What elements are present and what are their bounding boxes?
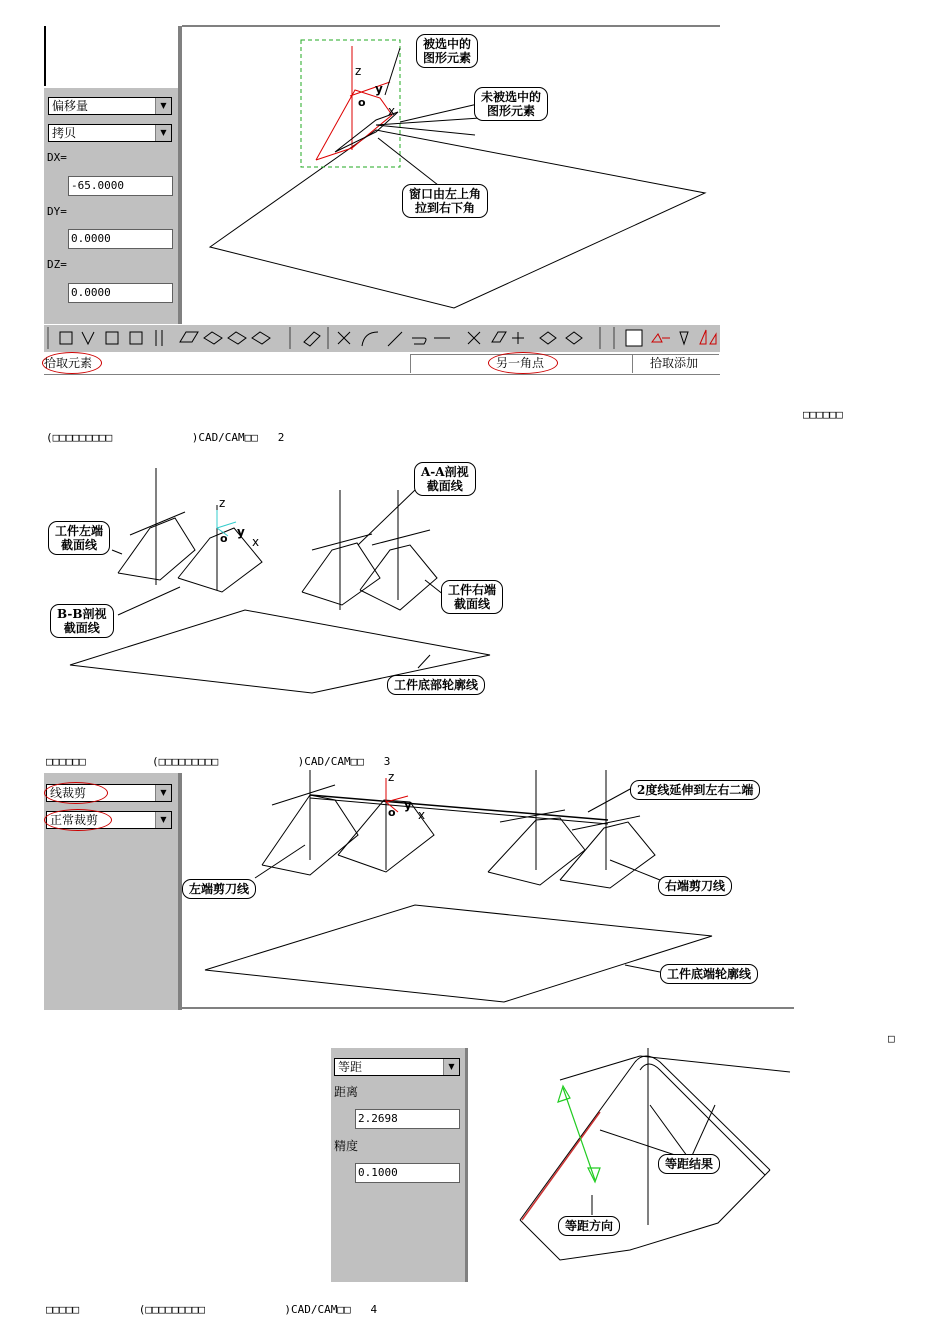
callout-selected: 被选中的 图形元素 [416, 34, 478, 68]
offset-direction-line [522, 1112, 600, 1220]
callout-left-end: 工件左端 截面线 [48, 521, 110, 555]
scissors-icon[interactable] [338, 332, 350, 344]
tool-icon-19[interactable] [540, 332, 556, 344]
callout-aa-section: A-A剖视 截面线 [414, 462, 476, 496]
axis-y-label: y [375, 82, 383, 96]
eraser-icon[interactable] [304, 332, 320, 346]
tool-icon-16[interactable] [468, 332, 480, 344]
callout-extend: 2度线延伸到左右二端 [630, 780, 760, 800]
tool-icon-1[interactable] [60, 332, 72, 344]
callout-bb-section: B-B剖视 截面线 [50, 604, 114, 638]
equidistant-mode-value: 等距 [338, 1060, 363, 1074]
caption-3: □□□□□□ (□□□□□□□□□ )CAD/CAM□□ 3 [46, 755, 391, 768]
caption-4: □□□□□ (□□□□□□□□□ )CAD/CAM□□ 4 [46, 1303, 378, 1316]
dx-label: DX= [47, 151, 67, 164]
dy-label: DY= [47, 205, 67, 218]
callout-bottom-outline: 工件底部轮廓线 [387, 675, 485, 695]
callout-bottom-end: 工件底端轮廓线 [660, 964, 758, 984]
tool-icon-23[interactable] [680, 332, 688, 344]
callout-left-cut: 左端剪刀线 [182, 879, 256, 899]
caption-small-right: □ [888, 1032, 895, 1045]
status-left-circle [42, 352, 102, 374]
trim-mode-value: 线裁剪 [50, 786, 87, 800]
tool-icon-13[interactable] [388, 332, 402, 346]
axis-o-label: o [358, 96, 366, 109]
tool-icon-24[interactable] [700, 330, 716, 344]
tool-icon-7[interactable] [204, 332, 222, 344]
chevron-down-icon[interactable]: ▼ [155, 785, 171, 801]
fig3-axis-x: x [418, 808, 426, 822]
fig4-canvas [0, 1040, 950, 1300]
distance-label: 距离 [334, 1085, 359, 1099]
tool-icon-21[interactable] [626, 330, 642, 346]
callout-right-end: 工件右端 截面线 [441, 580, 503, 614]
copy-mode-value: 拷贝 [52, 126, 77, 140]
status-left: 拾取元素 [44, 356, 93, 370]
precision-input[interactable]: 0.1000 [355, 1163, 460, 1183]
tool-icon-6[interactable] [180, 332, 198, 342]
tool-icon-12[interactable] [362, 332, 378, 346]
tool-icon-5[interactable] [156, 330, 162, 346]
fig2-axis-y: y [237, 525, 245, 539]
axis-z-label: z [355, 64, 362, 78]
chevron-down-icon[interactable]: ▼ [443, 1059, 459, 1075]
fig2-axis-o: o [220, 532, 228, 545]
fig2-axis-x: x [252, 535, 260, 549]
dy-input[interactable]: 0.0000 [68, 229, 173, 249]
dz-input[interactable]: 0.0000 [68, 283, 173, 303]
offset-arrow [563, 1088, 595, 1180]
toolbar-icons [0, 324, 720, 354]
workpiece-bottom-outline [205, 905, 712, 1002]
tool-icon-9[interactable] [252, 332, 270, 344]
dx-input[interactable]: -65.0000 [68, 176, 173, 196]
workpiece-base-outline [210, 130, 705, 308]
trim-type-value: 正常裁剪 [50, 813, 99, 827]
chevron-down-icon[interactable]: ▼ [155, 98, 171, 114]
fig2-axis-z: z [219, 496, 226, 510]
original-contour-left [520, 1062, 635, 1220]
precision-label: 精度 [334, 1139, 359, 1153]
axis-x-label: x [388, 104, 396, 118]
caption-top-right: □□□□□□ [803, 408, 843, 421]
tool-icon-22[interactable] [652, 334, 670, 342]
chevron-down-icon[interactable]: ▼ [155, 125, 171, 141]
callout-window: 窗口由左上角 拉到右下角 [402, 184, 488, 218]
fig3-axis-o: o [388, 806, 396, 819]
fig3-canvas [0, 760, 950, 1020]
tool-icon-18[interactable] [512, 332, 524, 344]
tool-icon-8[interactable] [228, 332, 246, 344]
chevron-down-icon[interactable]: ▼ [155, 812, 171, 828]
tool-icon-3[interactable] [106, 332, 118, 344]
status-mid: 另一角点 [496, 356, 545, 370]
tool-icon-17[interactable] [492, 332, 506, 342]
dz-label: DZ= [47, 258, 67, 271]
tool-icon-14[interactable] [412, 338, 426, 344]
status-right: 拾取添加 [650, 356, 699, 370]
callout-right-cut: 右端剪刀线 [658, 876, 732, 896]
fig3-axis-y: y [404, 798, 412, 812]
tool-icon-2[interactable] [82, 332, 94, 344]
fig3-axis-z: z [388, 770, 395, 784]
callout-equidistant-result: 等距结果 [658, 1154, 720, 1174]
caption-2: (□□□□□□□□□ )CAD/CAM□□ 2 [46, 431, 285, 444]
callout-unselected: 未被选中的 图形元素 [474, 87, 548, 121]
callout-equidistant-direction: 等距方向 [558, 1216, 620, 1236]
tool-icon-20[interactable] [566, 332, 582, 344]
status-mid-circle [488, 352, 558, 374]
tool-icon-4[interactable] [130, 332, 142, 344]
distance-input[interactable]: 2.2698 [355, 1109, 460, 1129]
offset-mode-value: 偏移量 [52, 99, 89, 113]
